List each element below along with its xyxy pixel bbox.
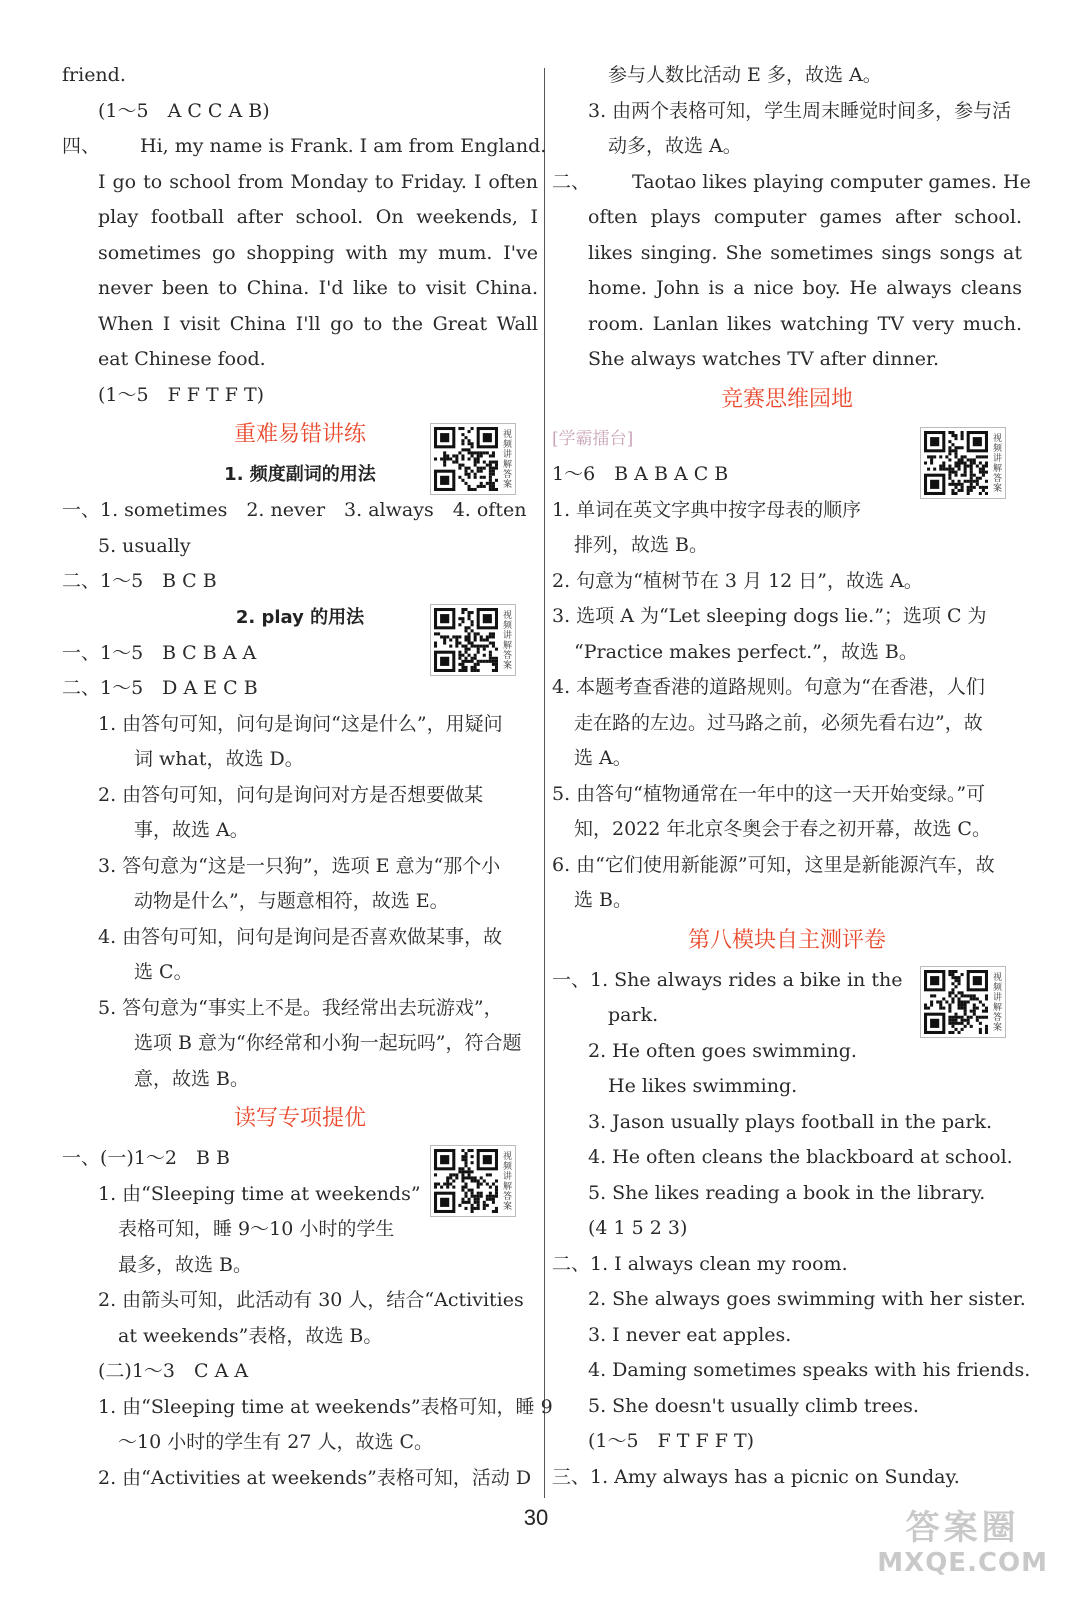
answer-line: park. bbox=[608, 1004, 659, 1026]
explanation-line: ～10 小时的学生有 27 人，故选 C。 bbox=[118, 1431, 434, 1453]
section-number: 四、 bbox=[62, 135, 101, 157]
explanation-line: 4. 由答句可知，问句是询问是否喜欢做某事，故 bbox=[98, 925, 503, 948]
explanation-line: 选 C。 bbox=[134, 961, 193, 983]
qr-code-icon bbox=[924, 970, 988, 1034]
qr-code[interactable] bbox=[920, 966, 1006, 1038]
answer-line: 2. He often goes swimming. bbox=[588, 1039, 857, 1062]
explanation-line: 2. 由“Activities at weekends”表格可知，活动 D bbox=[98, 1466, 532, 1489]
passage-line: play football after school. On weekends, I bbox=[98, 206, 538, 228]
qr-caption: 视频讲解答案 bbox=[501, 610, 511, 670]
qr-code[interactable] bbox=[430, 604, 516, 676]
explanation-line: 5. 由答句“植物通常在一年中的这一天开始变绿。”可 bbox=[552, 782, 986, 805]
explanation-line: 3. 由两个表格可知，学生周末睡觉时间多，参与活 bbox=[588, 99, 1012, 122]
explanation-line: 事，故选 A。 bbox=[134, 819, 249, 841]
explanation-line: 5. 答句意为“事实上不是。我经常出去玩游戏”， bbox=[98, 996, 503, 1019]
explanation-line: 选项 B 意为“你经常和小狗一起玩吗”，符合题 bbox=[134, 1032, 522, 1054]
qr-code-icon bbox=[434, 1149, 498, 1213]
answer-line: He likes swimming. bbox=[608, 1075, 798, 1097]
answer-line: 5. usually bbox=[98, 534, 191, 557]
explanation-line: 1. 由答句可知，问句是询问“这是什么”，用疑问 bbox=[98, 712, 503, 735]
qr-code-icon bbox=[434, 427, 498, 491]
passage-line: She always watches TV after dinner. bbox=[588, 348, 939, 370]
explanation-line: 走在路的左边。过马路之前，必须先看右边”，故 bbox=[574, 711, 983, 734]
qr-caption: 视频讲解答案 bbox=[991, 433, 1001, 493]
qr-code-icon bbox=[434, 608, 498, 672]
explanation-line: 选 A。 bbox=[574, 747, 632, 769]
explanation-line: 动物是什么”，与题意相符，故选 E。 bbox=[134, 890, 449, 912]
explanation-line: 1. 由“Sleeping time at weekends”表格可知，睡 9 bbox=[98, 1395, 553, 1418]
explanation-line: 最多，故选 B。 bbox=[118, 1253, 253, 1276]
qr-caption: 视频讲解答案 bbox=[501, 1151, 511, 1211]
explanation-line: 2. 由答句可知，问句是询问对方是否想要做某 bbox=[98, 783, 484, 806]
answer-line: (1～5 F T F F T) bbox=[588, 1430, 755, 1452]
section-heading: 重难易错讲练 bbox=[233, 422, 366, 447]
passage-line: When I visit China I'll go to the Great Wall bbox=[98, 312, 538, 335]
answer-line: 一、1. sometimes 2. never 3. always 4. often bbox=[62, 499, 527, 521]
passage-line: sometimes go shopping with my mum. I've bbox=[98, 241, 538, 264]
explanation-line: 选 B。 bbox=[574, 889, 633, 911]
explanation-line: 意，故选 B。 bbox=[134, 1067, 250, 1090]
explanation-line: 排列，故选 B。 bbox=[574, 534, 709, 556]
answer-line: 二、1. I always clean my room. bbox=[552, 1252, 848, 1275]
section-heading: 第八模块自主测评卷 bbox=[687, 927, 886, 953]
explanation-line: 表格可知，睡 9～10 小时的学生 bbox=[118, 1218, 395, 1240]
explanation-line: 2. 由箭头可知，此活动有 30 人，结合“Activities bbox=[98, 1289, 524, 1311]
passage-text: Hi, my name is Frank. I am from England. bbox=[140, 135, 547, 157]
explanation-line: 3. 选项 A 为“Let sleeping dogs lie.”；选项 C 为 bbox=[552, 605, 987, 627]
passage-line: I go to school from Monday to Friday. I often bbox=[98, 170, 538, 193]
passage-line: eat Chinese food. bbox=[98, 348, 266, 370]
explanation-line: 知，2022 年北京冬奥会于春之初开幕，故选 C。 bbox=[574, 818, 991, 840]
answer-line: 2. She always goes swimming with her sister. bbox=[588, 1288, 1026, 1310]
qr-code[interactable] bbox=[430, 423, 516, 495]
explanation-line: 1. 单词在英文字典中按字母表的顺序 bbox=[552, 498, 862, 521]
answer-line: 一、(一)1～2 B B bbox=[62, 1147, 230, 1169]
explanation-line: 2. 句意为“植树节在 3 月 12 日”，故选 A。 bbox=[552, 569, 923, 592]
passage-line: never been to China. I'd like to visit China. bbox=[98, 277, 538, 299]
answer-line: 4. Daming sometimes speaks with his friends. bbox=[588, 1359, 1031, 1381]
explanation-line: at weekends”表格，故选 B。 bbox=[118, 1324, 383, 1347]
passage-line: room. Lanlan likes watching TV very much. bbox=[588, 312, 1022, 335]
explanation-line: 参与人数比活动 E 多，故选 A。 bbox=[608, 64, 882, 86]
subsection-heading: 2. play 的用法 bbox=[235, 606, 365, 628]
qr-code[interactable] bbox=[920, 427, 1006, 499]
explanation-line: 6. 由“它们使用新能源”可知，这里是新能源汽车，故 bbox=[552, 853, 995, 876]
explanation-line: 动多，故选 A。 bbox=[608, 135, 742, 157]
answer-line: (1～5 F F T F T) bbox=[98, 383, 265, 406]
answer-line: 二、1～5 B C B bbox=[62, 570, 217, 592]
text-line bbox=[62, 129, 547, 165]
text-line bbox=[552, 165, 1031, 201]
qr-caption: 视频讲解答案 bbox=[501, 429, 511, 489]
passage-line: often plays computer games after school. bbox=[588, 206, 1022, 228]
passage-line: home. John is a nice boy. He always cleans bbox=[588, 277, 1022, 299]
answer-line: (二)1～3 C A A bbox=[98, 1360, 249, 1382]
left-column bbox=[62, 58, 553, 1496]
answer-line: 5. She doesn't usually climb trees. bbox=[588, 1394, 919, 1417]
answer-line: 5. She likes reading a book in the library. bbox=[588, 1181, 986, 1204]
passage-text: Taotao likes playing computer games. He bbox=[632, 170, 1031, 193]
answer-line: 三、1. Amy always has a picnic on Sunday. bbox=[552, 1465, 960, 1488]
explanation-line: “Practice makes perfect.”，故选 B。 bbox=[574, 640, 918, 663]
answer-line: 1～6 B A B A C B bbox=[552, 463, 729, 485]
page-number: 30 bbox=[523, 1505, 549, 1530]
subsection-heading: 1. 频度副词的用法 bbox=[224, 464, 376, 485]
qr-caption: 视频讲解答案 bbox=[991, 972, 1001, 1032]
answer-line: 一、1. She always rides a bike in the bbox=[552, 968, 903, 991]
section-number: 二、 bbox=[552, 170, 591, 193]
text-line: friend. bbox=[62, 64, 126, 86]
qr-code-icon bbox=[924, 431, 988, 495]
explanation-line: 4. 本题考查香港的道路规则。句意为“在香港，人们 bbox=[552, 676, 985, 698]
watermark-top: 答案圈 bbox=[905, 1508, 1020, 1548]
answer-line: 二、1～5 D A E C B bbox=[62, 677, 258, 699]
watermark-logo bbox=[877, 1508, 1048, 1578]
explanation-line: 词 what，故选 D。 bbox=[134, 748, 304, 770]
section-heading: 读写专项提优 bbox=[233, 1106, 366, 1131]
answer-line: 3. Jason usually plays football in the park. bbox=[588, 1110, 993, 1133]
qr-code[interactable] bbox=[430, 1145, 516, 1217]
section-heading: 竞赛思维园地 bbox=[720, 386, 853, 412]
category-tag: [学霸擂台] bbox=[552, 428, 634, 449]
column-divider bbox=[544, 68, 545, 1498]
right-column bbox=[552, 58, 1031, 1495]
answer-line: (1～5 A C C A B) bbox=[98, 99, 270, 122]
watermark-bottom: MXQE.COM bbox=[877, 1548, 1048, 1578]
explanation-line: 3. 答句意为“这是一只狗”，选项 E 意为“那个小 bbox=[98, 854, 501, 877]
answer-line: 一、1～5 B C B A A bbox=[62, 641, 257, 664]
answer-line: 3. I never eat apples. bbox=[588, 1323, 792, 1346]
answer-line: (4 1 5 2 3) bbox=[588, 1217, 688, 1239]
explanation-line: 1. 由“Sleeping time at weekends” bbox=[98, 1182, 421, 1205]
passage-line: likes singing. She sometimes sings songs at bbox=[588, 241, 1022, 264]
answer-line: 4. He often cleans the blackboard at school. bbox=[588, 1146, 1013, 1168]
